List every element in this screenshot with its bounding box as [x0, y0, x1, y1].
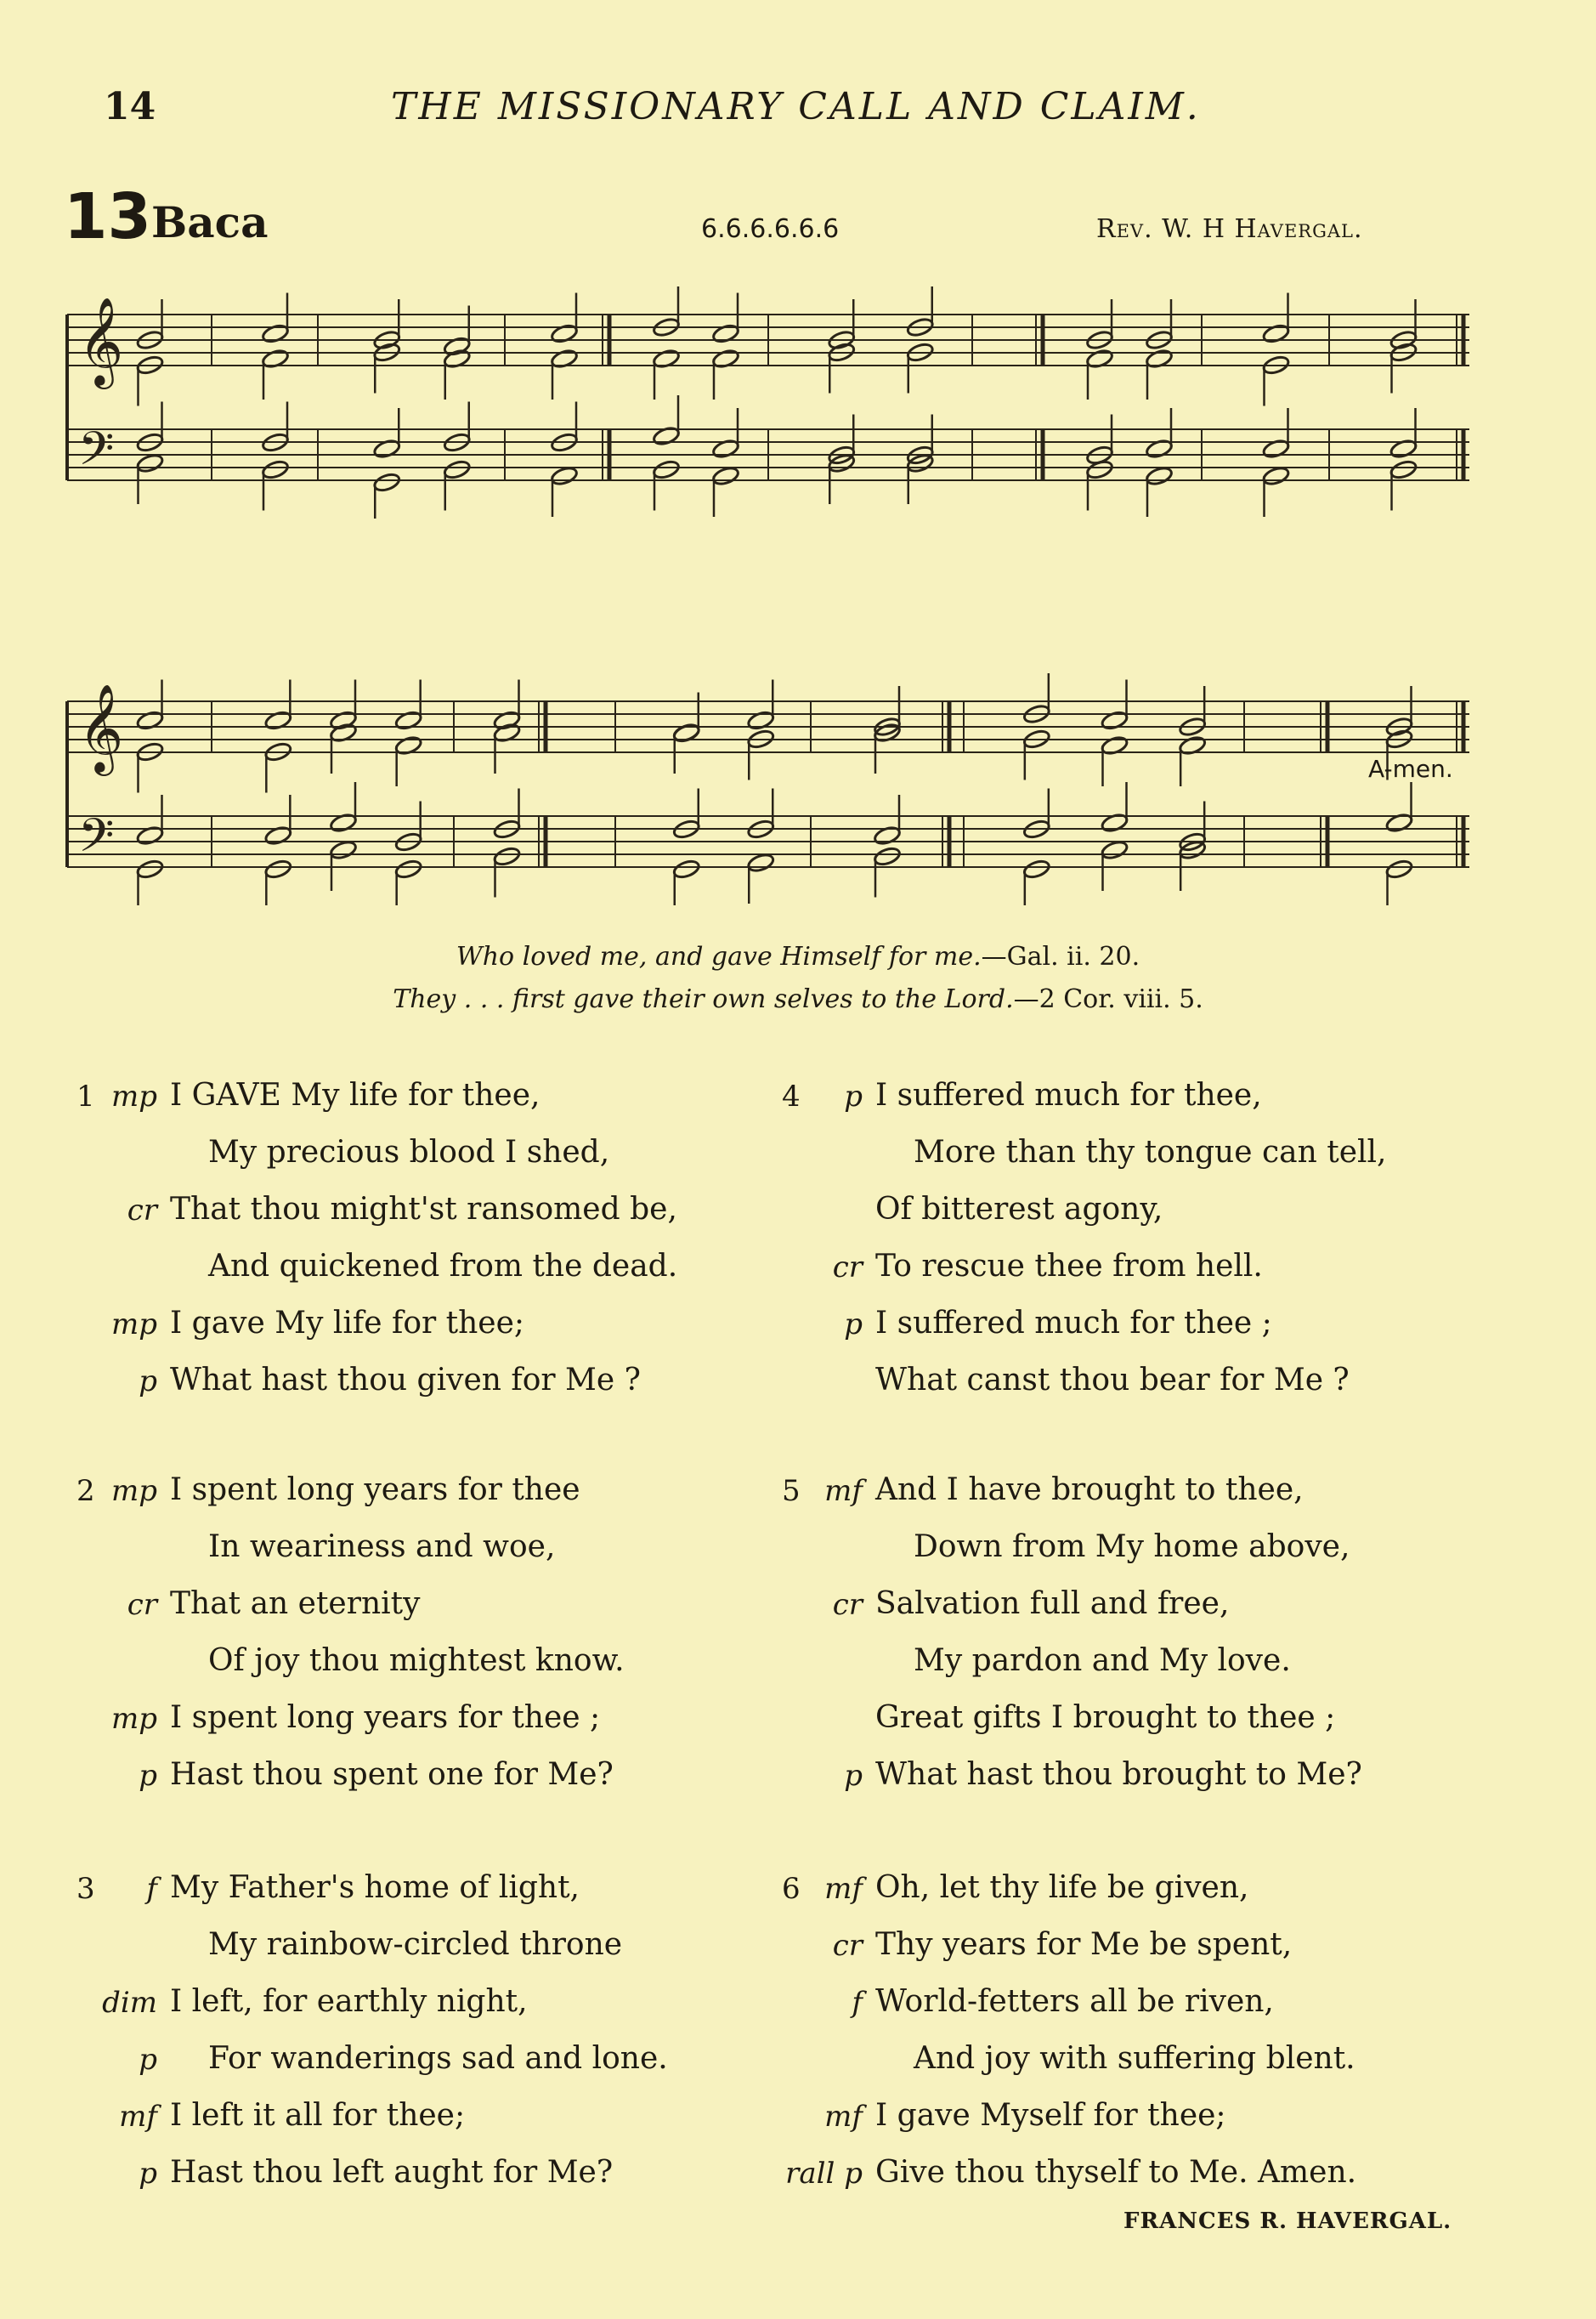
note-head [136, 452, 165, 473]
dynamic-marking: mp [110, 1474, 157, 1508]
note-head [746, 852, 775, 873]
composer: Rev. W. H Havergal. [1096, 214, 1363, 244]
verse-number: 5 [782, 1474, 801, 1508]
verse-number: 4 [782, 1080, 801, 1114]
author: FRANCES R. HAVERGAL. [1123, 2208, 1452, 2234]
scripture-ref-1: —Gal. ii. 20. [981, 942, 1140, 972]
dynamic-marking: rall p [785, 2157, 863, 2191]
verse-line: Hast thou spent one for Me? [170, 1757, 614, 1792]
verse-line: That an eternity [170, 1586, 421, 1621]
running-title: THE MISSIONARY CALL AND CLAIM. [391, 85, 1201, 128]
dynamic-marking: mp [110, 1080, 157, 1114]
scripture-quote-1: Who loved me, and gave Himself for me. [456, 942, 982, 972]
bass-clef-icon: 𝄢 [78, 422, 115, 487]
dynamic-marking: p [844, 1307, 863, 1341]
note-head [329, 839, 358, 860]
note-head [261, 459, 290, 480]
verse-line: I left it all for thee; [170, 2098, 466, 2133]
verse-line: In weariness and woe, [208, 1529, 556, 1564]
note-head [1022, 859, 1051, 880]
score-system-1-svg [63, 255, 1474, 519]
dynamic-marking: cr [127, 1194, 157, 1228]
note-head [873, 846, 902, 867]
verse-line: For wanderings sad and lone. [208, 2041, 668, 2076]
dynamic-marking: p [139, 1759, 157, 1793]
dynamic-marking: dim [102, 1986, 157, 2020]
note-head [1262, 323, 1291, 344]
note-head [672, 859, 701, 880]
note-head [1101, 839, 1129, 860]
verse-line: And joy with suffering blent. [914, 2041, 1355, 2076]
verse-line: Salvation full and free, [875, 1586, 1230, 1621]
verse-line: What hast thou given for Me ? [170, 1363, 641, 1398]
note-head [261, 323, 290, 344]
verse-line: I gave Myself for thee; [875, 2098, 1226, 2133]
hymn-number: 13 [64, 180, 151, 253]
verse-line: Give thou thyself to Me. Amen. [875, 2155, 1357, 2190]
note-head [136, 710, 165, 731]
note-head [746, 710, 775, 731]
dynamic-marking: mp [110, 1307, 157, 1341]
verse-line: Down from My home above, [914, 1529, 1350, 1564]
verse-line: My Father's home of light, [170, 1870, 580, 1905]
note-head [443, 459, 472, 480]
note-head [652, 459, 681, 480]
dynamic-marking: cr [127, 1588, 157, 1622]
note-head [394, 859, 423, 880]
tune-name: Baca [151, 197, 269, 247]
dynamic-marking: cr [832, 1250, 863, 1284]
scripture-quote-2: They . . . first gave their own selves to the Lord. [393, 984, 1014, 1014]
note-head [493, 846, 522, 867]
note-head [550, 323, 579, 344]
note-head [394, 710, 423, 731]
dynamic-marking: mf [824, 1474, 863, 1508]
verse-line: I gave My life for thee; [170, 1306, 525, 1341]
dynamic-marking: p [139, 1364, 157, 1398]
verse-line: I suffered much for thee ; [875, 1306, 1272, 1341]
note-head [372, 472, 401, 493]
dynamic-marking: mf [119, 2100, 157, 2134]
verse-line: Hast thou left aught for Me? [170, 2155, 614, 2190]
treble-clef-icon: 𝄞 [78, 683, 124, 773]
dynamic-marking: cr [832, 1588, 863, 1622]
note-head [711, 465, 740, 486]
verse-line: My pardon and My love. [914, 1643, 1291, 1678]
music-system-1 [63, 255, 1474, 519]
verse-line: Thy years for Me be spent, [875, 1927, 1293, 1962]
verse-line: That thou might'st ransomed be, [170, 1192, 677, 1227]
scripture-line-1 [0, 942, 1596, 972]
scripture-line-2 [0, 984, 1596, 1014]
verse-line: What canst thou bear for Me ? [875, 1363, 1350, 1398]
verse-line: World-fetters all be riven, [875, 1984, 1274, 2019]
dynamic-marking: f [146, 1872, 157, 1906]
dynamic-marking: mf [824, 2100, 863, 2134]
note-head [329, 710, 358, 731]
dynamic-marking: f [852, 1986, 863, 2020]
note-head [443, 336, 472, 357]
note-head [1101, 710, 1129, 731]
bass-clef-icon: 𝄢 [78, 808, 115, 874]
verse-line: I spent long years for thee ; [170, 1700, 601, 1735]
verse-line: My rainbow-circled throne [208, 1927, 623, 1962]
dynamic-marking: p [844, 1759, 863, 1793]
verse-line: Of joy thou mightest know. [208, 1643, 625, 1678]
verse-line: Great gifts I brought to thee ; [875, 1700, 1336, 1735]
verse-line: To rescue thee from hell. [875, 1249, 1263, 1284]
dynamic-marking: mp [110, 1702, 157, 1736]
note-head [136, 859, 165, 880]
verse-line: Oh, let thy life be given, [875, 1870, 1249, 1905]
note-head [493, 710, 522, 731]
verse-line: What hast thou brought to Me? [875, 1757, 1362, 1792]
dynamic-marking: p [844, 1080, 863, 1114]
score-system-2-svg [63, 642, 1474, 905]
note-head [1389, 459, 1418, 480]
dynamic-marking: p [139, 2157, 157, 2191]
verse-line: More than thy tongue can tell, [914, 1135, 1387, 1170]
verse-number: 2 [76, 1474, 95, 1508]
treble-clef-icon: 𝄞 [78, 297, 124, 386]
verse-number: 1 [76, 1080, 95, 1114]
verse-number: 3 [76, 1872, 95, 1906]
verse-line: I left, for earthly night, [170, 1984, 528, 2019]
verse-line: My precious blood I shed, [208, 1135, 610, 1170]
verse-line: I GAVE My life for thee, [170, 1078, 540, 1113]
music-system-2 [63, 642, 1474, 905]
note-head [264, 710, 293, 731]
note-head [264, 859, 293, 880]
dynamic-marking: p [139, 2043, 157, 2077]
verse-line: I suffered much for thee, [875, 1078, 1262, 1113]
meter: 6.6.6.6.6.6 [701, 214, 840, 244]
dynamic-marking: mf [824, 1872, 863, 1906]
verse-number: 6 [782, 1872, 801, 1906]
amen-label: A-men. [1368, 755, 1453, 783]
page-number: 14 [104, 85, 156, 128]
verse-line: Of bitterest agony, [875, 1192, 1163, 1227]
verse-line: I spent long years for thee [170, 1472, 580, 1507]
note-head [1385, 859, 1414, 880]
note-head [1262, 465, 1291, 486]
note-head [550, 465, 579, 486]
note-head [711, 323, 740, 344]
verse-line: And quickened from the dead. [208, 1249, 678, 1284]
scripture-ref-2: —2 Cor. viii. 5. [1013, 984, 1203, 1014]
note-head [1145, 465, 1174, 486]
verse-line: And I have brought to thee, [875, 1472, 1304, 1507]
dynamic-marking: cr [832, 1929, 863, 1963]
